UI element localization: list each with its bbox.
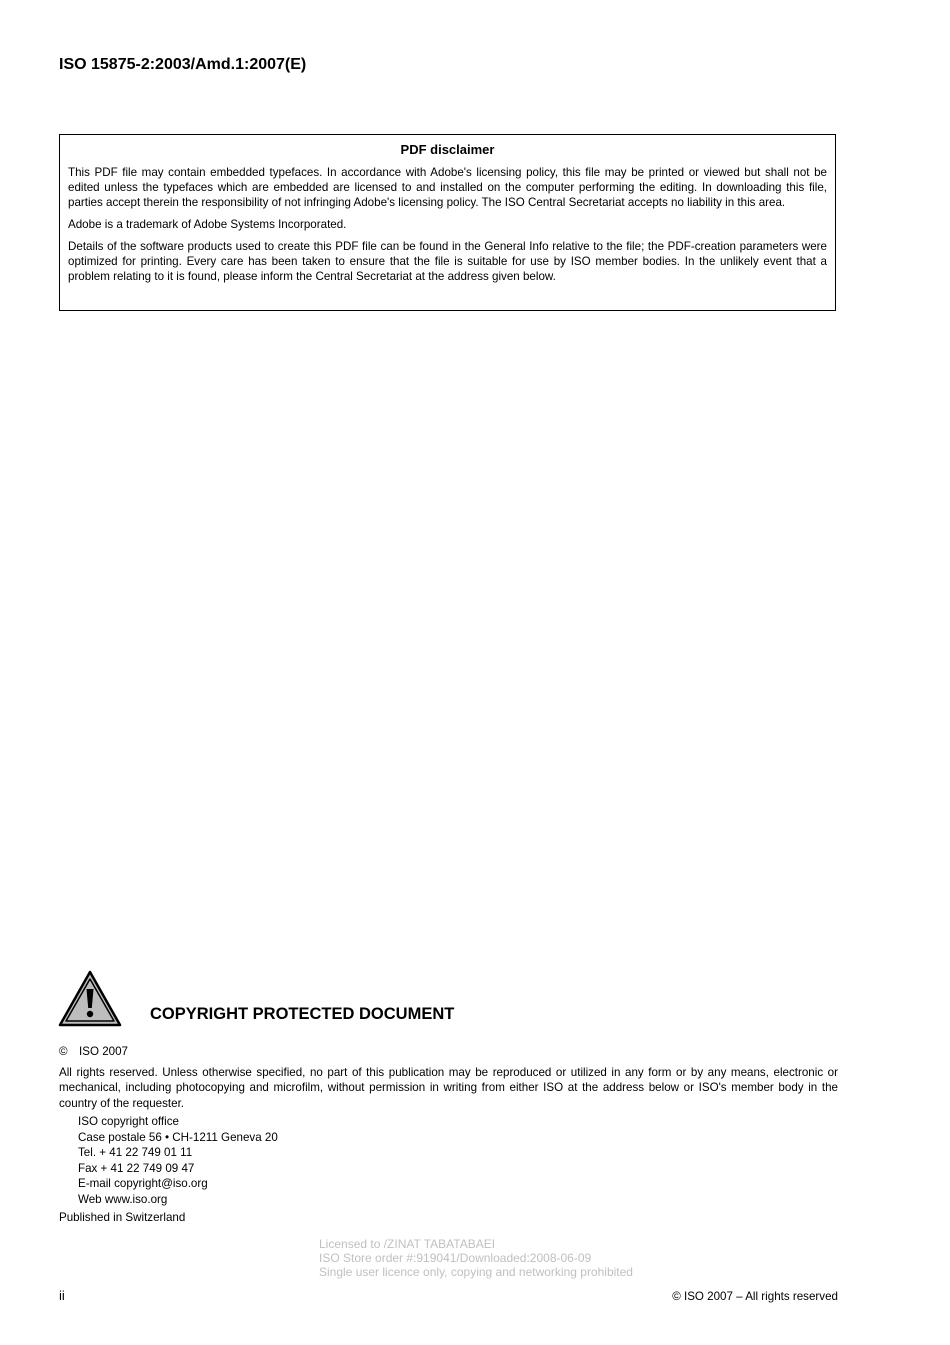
copyright-year: ISO 2007 bbox=[79, 1045, 128, 1058]
warning-triangle-icon bbox=[58, 970, 122, 1027]
address-line: Tel. + 41 22 749 01 11 bbox=[78, 1146, 193, 1159]
address-line: ISO copyright office bbox=[78, 1115, 179, 1128]
document-id: ISO 15875-2:2003/Amd.1:2007(E) bbox=[59, 56, 307, 73]
page-number: ii bbox=[59, 1288, 65, 1303]
copyright-year-line bbox=[59, 1044, 838, 1060]
license-line: Single user licence only, copying and networking prohibited bbox=[319, 1265, 633, 1279]
iso-address bbox=[59, 1114, 838, 1207]
footer-copyright: © ISO 2007 – All rights reserved bbox=[672, 1290, 838, 1303]
disclaimer-paragraph: Details of the software products used to create this PDF file can be found in the General Info relative to the file; the PDF-creation parameters were optimized for printing. Every care has been taken to ensure that the file is suitable for use by ISO member bodies. In the unlikely event that a problem relating to it is found, please inform the Central Secretariat at the address given below. bbox=[68, 240, 827, 283]
license-line: Licensed to /ZINAT TABATABAEI bbox=[319, 1237, 496, 1251]
address-line: Fax + 41 22 749 09 47 bbox=[78, 1161, 195, 1175]
address-line: E-mail copyright@iso.org bbox=[78, 1177, 208, 1190]
copyright-symbol: © bbox=[59, 1045, 68, 1058]
rights-statement: All rights reserved. Unless otherwise specified, no part of this publication may be reproduced or utilized in any form or by any means, electronic or mechanical, including photocopying and microfilm, without permission in writing from either ISO at the address below or ISO's member body in the country of the requester. bbox=[59, 1065, 838, 1110]
address-line: Web www.iso.org bbox=[78, 1192, 168, 1206]
license-line: ISO Store order #:919041/Downloaded:2008-06-09 bbox=[319, 1251, 592, 1265]
published-in: Published in Switzerland bbox=[59, 1211, 186, 1224]
copyright-title: COPYRIGHT PROTECTED DOCUMENT bbox=[150, 1005, 455, 1023]
disclaimer-title: PDF disclaimer bbox=[400, 142, 495, 157]
disclaimer-paragraph: Adobe is a trademark of Adobe Systems Incorporated. bbox=[68, 218, 347, 231]
copyright-block bbox=[59, 1044, 838, 1226]
address-line: Case postale 56 • CH-1211 Geneva 20 bbox=[78, 1130, 278, 1144]
disclaimer-paragraph: This PDF file may contain embedded typefaces. In accordance with Adobe's licensing policy, this file may be printed or viewed but shall not be edited unless the typefaces which are embedded are licensed to and installed on the computer performing the editing. In downloading this file, parties accept therein the responsibility of not infringing Adobe's licensing policy. The ISO Central Secretariat accepts no liability in this area. bbox=[68, 166, 827, 209]
pdf-disclaimer-box bbox=[59, 134, 836, 311]
license-watermark bbox=[319, 1237, 633, 1279]
